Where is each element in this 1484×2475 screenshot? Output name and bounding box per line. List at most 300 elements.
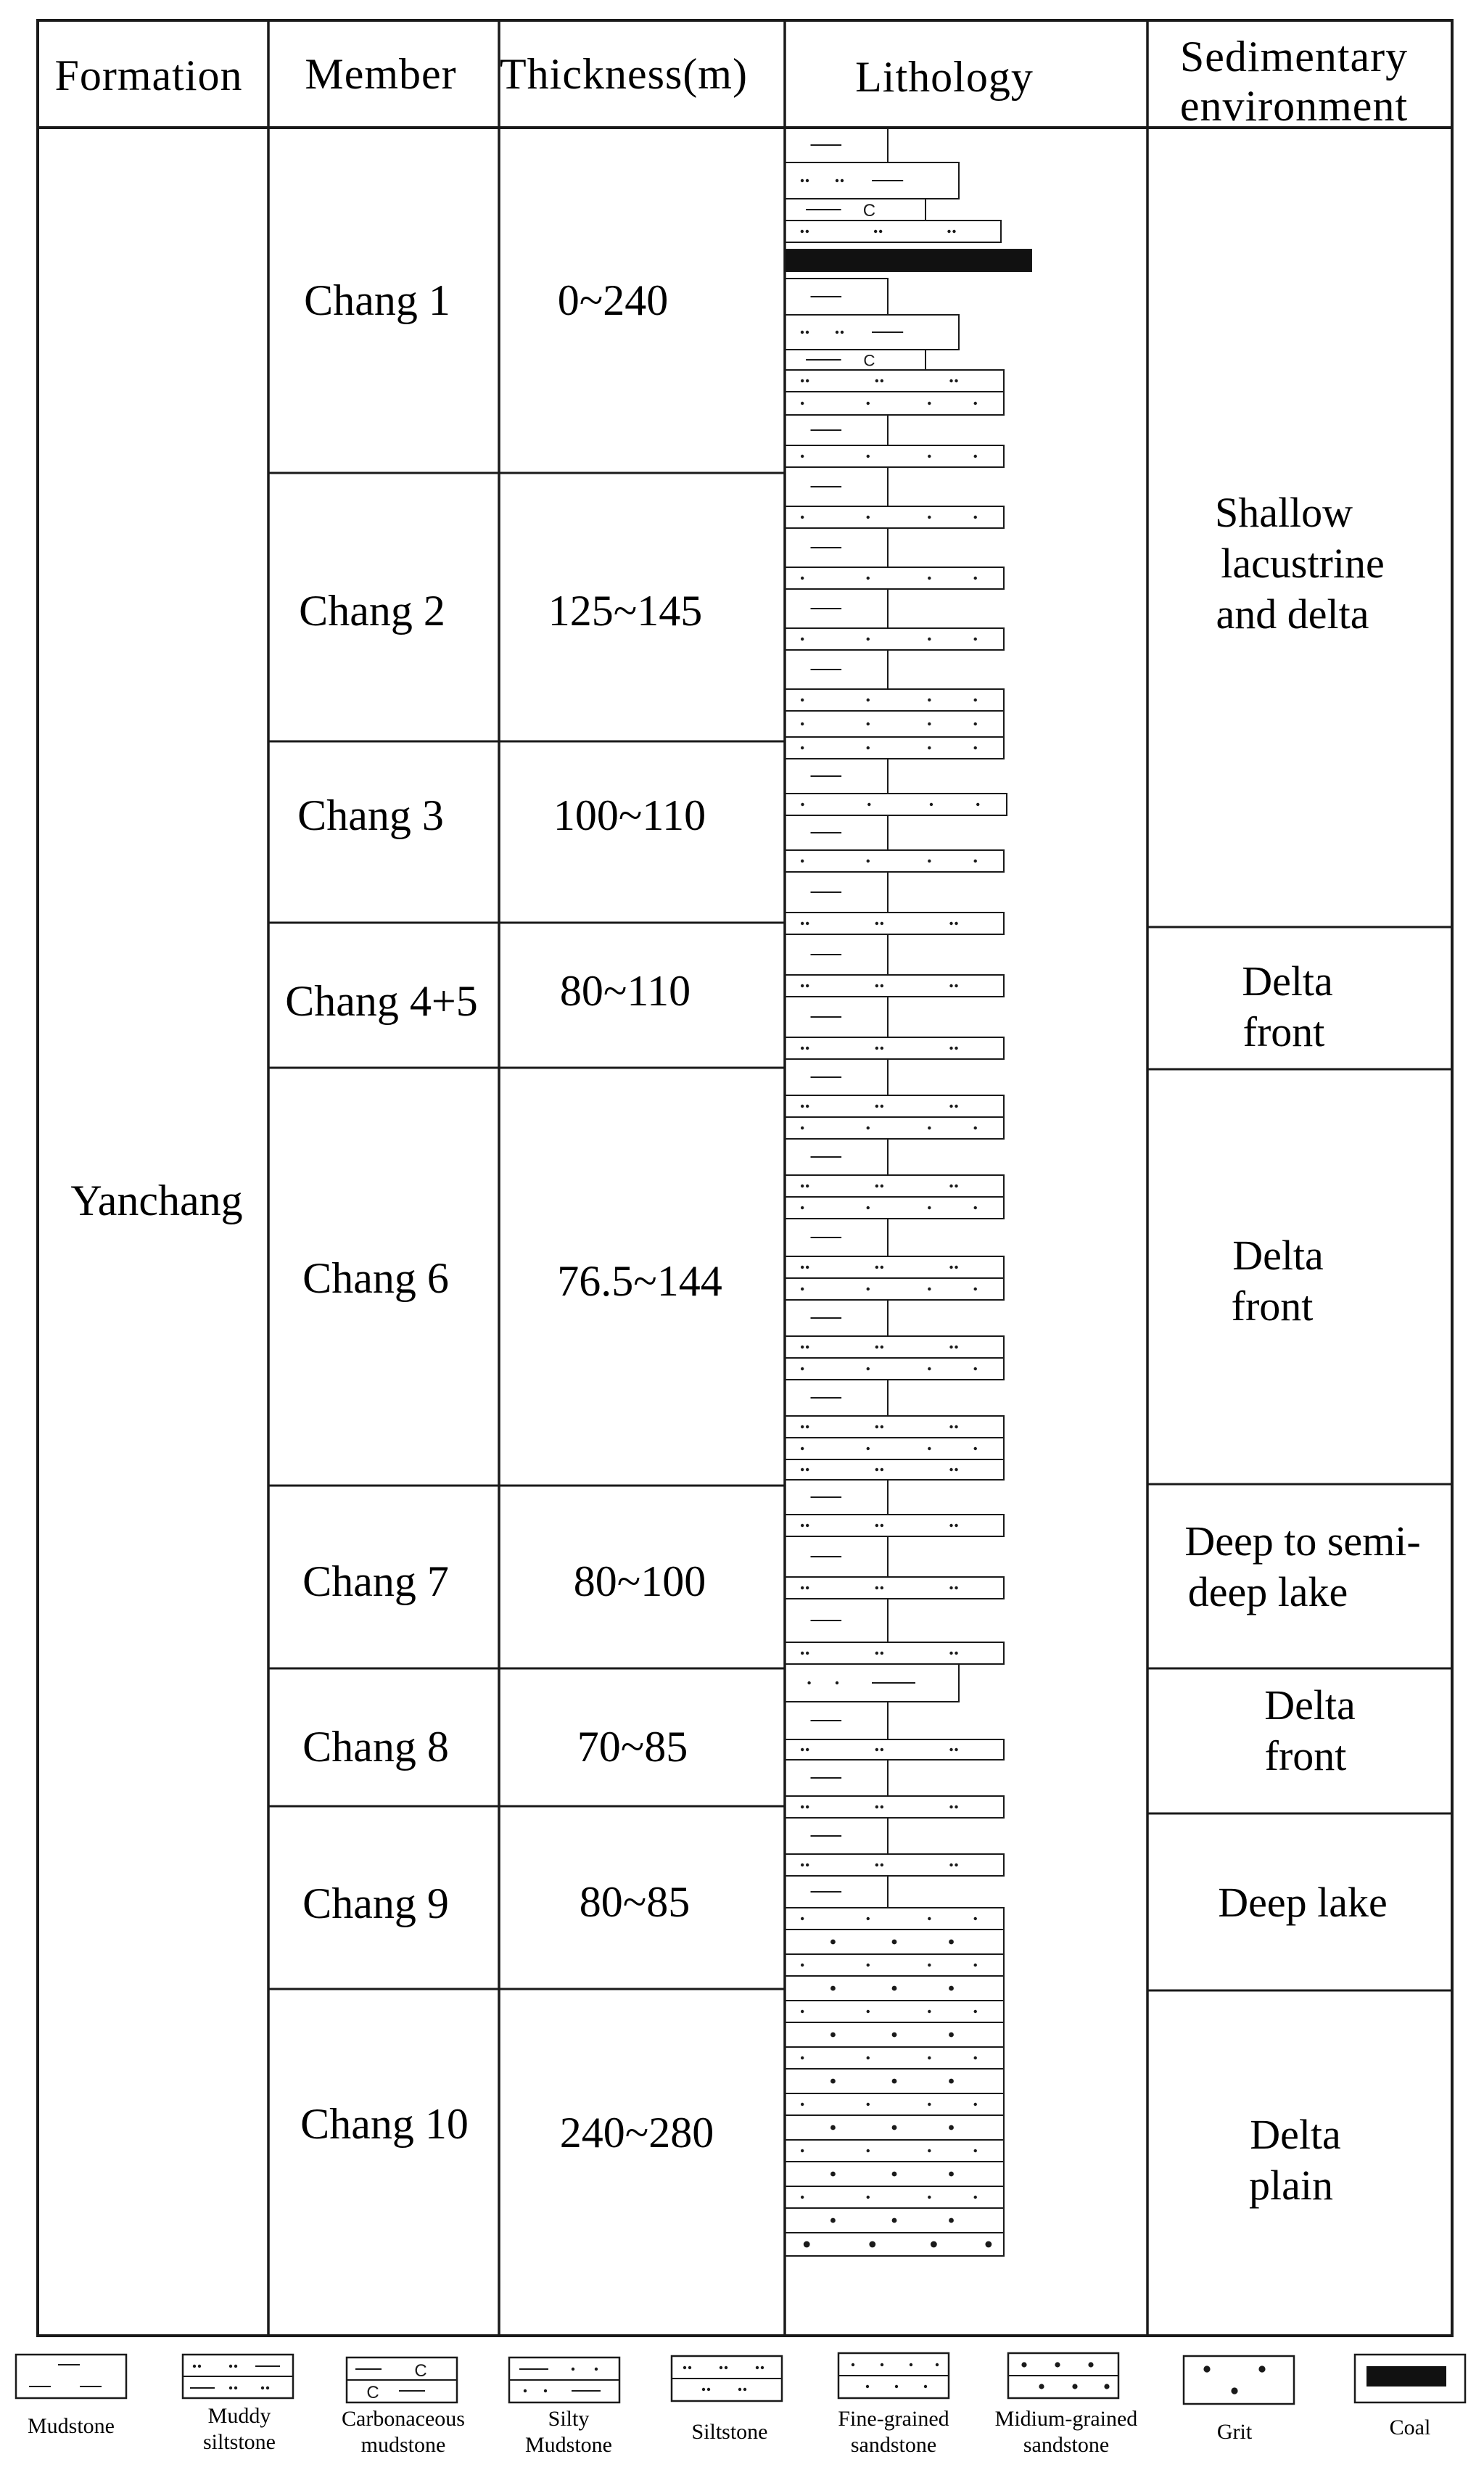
dot-mark [875,379,878,382]
lithology-bed [785,370,1004,392]
dot-mark [869,2241,875,2248]
lithology-bed [785,2162,1004,2186]
lithology-bed [785,467,888,506]
bed-outline [785,392,1004,415]
dot-mark [910,2363,912,2366]
lithology-bed [785,1930,1004,1954]
dot-mark [801,379,804,382]
dot-mark [801,1105,804,1108]
bed-outline [785,2186,1004,2208]
dot-mark [830,1940,836,1945]
dot-mark [806,1805,809,1808]
dot-mark [801,2010,804,2013]
dot-mark [881,1468,883,1471]
dot-mark [936,2363,939,2366]
dot-mark [801,1586,804,1589]
dot-mark [974,1367,977,1370]
lithology-bed [785,794,1007,815]
dot-mark [702,2388,705,2391]
dot-mark [867,1447,870,1450]
lithology-bed [785,872,888,913]
dot-mark [852,2363,854,2366]
dot-mark [949,1425,952,1428]
lithology-bed [785,711,1004,737]
dot-mark [1104,2384,1109,2389]
dot-mark [974,638,977,641]
legend-label-coal: Coal [1389,2416,1431,2439]
bed-outline [785,2140,1004,2162]
bed-outline [785,850,1004,872]
legend-swatch-silty-mudstone [509,2357,619,2402]
lithology-bed [785,737,1004,759]
dot-mark [801,1917,804,1920]
bed-outline [785,1416,1004,1438]
environment-deep-lake: Deep lake [1218,1879,1388,1926]
dot-mark [928,2103,931,2106]
bed-outline [785,628,1004,650]
lithology-bed [785,415,888,445]
dot-mark [952,230,955,233]
dot-mark [867,577,870,580]
dot-mark [1231,2387,1237,2394]
lithology-bed [785,2186,1004,2208]
dot-mark [193,2365,196,2368]
lithology-bed [785,650,888,689]
lithology-bed [785,506,1004,528]
dot-mark [881,2363,883,2366]
bed-outline [785,2047,1004,2069]
dot-mark [949,1652,952,1655]
dot-mark [974,746,977,749]
dot-mark [738,2388,741,2391]
dot-mark [836,179,838,182]
member-thickness: 80~110 [559,967,691,1015]
environment-delta-front-line1: Delta [1232,1232,1324,1279]
carbon-mark: C [366,2383,379,2402]
dot-mark [881,984,883,987]
dot-mark [875,1105,878,1108]
legend-label-muddy-siltstone-line2: siltstone [202,2430,276,2454]
dot-mark [881,1346,883,1348]
dot-mark [830,2033,836,2038]
bed-outline [785,1197,1004,1219]
dot-mark [974,577,977,580]
bed-outline [785,913,1004,934]
dot-mark [801,1185,804,1187]
environment-shallow-lacustrine-line3: and delta [1216,590,1369,638]
dot-mark [892,2079,897,2084]
lithology-bed [785,2001,1004,2022]
lithology-bed [785,1059,888,1095]
dot-mark [931,2241,937,2248]
dot-mark [806,331,809,334]
dot-mark [867,2149,870,2152]
dot-mark [949,922,952,925]
dot-mark [804,2241,810,2248]
lithology-bed [785,1095,1004,1117]
bed-outline [785,1739,1004,1760]
dot-mark [875,1468,878,1471]
bed-outline [785,1459,1004,1480]
legend-swatch-mudstone [16,2355,126,2398]
lithology-bed [785,1358,1004,1380]
dot-mark [806,922,809,925]
lithology-bed [785,2140,1004,2162]
dot-mark [867,1367,870,1370]
dot-mark [198,2365,201,2368]
member-thickness: 80~85 [579,1878,691,1926]
lithology-bed [785,221,1001,242]
dot-mark [881,1864,883,1866]
legend-label-silty-mudstone-line1: Silty [548,2407,590,2431]
dot-mark [955,922,957,925]
dot-mark [806,1185,809,1187]
dot-mark [801,699,804,701]
dot-mark [892,2125,897,2130]
dot-mark [806,984,809,987]
dot-mark [881,1105,883,1108]
dot-mark [806,1425,809,1428]
dot-mark [801,577,804,580]
dot-mark [1039,2384,1044,2389]
dot-mark [881,379,883,382]
dot-mark [867,2010,870,2013]
dot-mark [881,1805,883,1808]
dot-mark [955,1047,957,1050]
dot-mark [949,2033,954,2038]
dot-mark [801,2103,804,2106]
dot-mark [801,1805,804,1808]
lithology-bed [785,2069,1004,2093]
dot-mark [928,1206,931,1209]
dot-mark [801,746,804,749]
dot-mark [949,1266,952,1269]
dot-mark [1021,2362,1026,2367]
dot-mark [875,984,878,987]
dot-mark [801,2056,804,2059]
dot-mark [955,1748,957,1751]
bed-outline [785,1854,1004,1876]
header-environment-line1: Sedimentary [1179,33,1409,81]
legend-label-carbonaceous-line1: Carbonaceous [342,2407,465,2431]
dot-mark [955,1864,957,1866]
dot-mark [1088,2362,1093,2367]
dot-mark [928,746,931,749]
dot-mark [595,2368,598,2371]
lithology-bed [785,162,959,199]
dot-mark [875,1266,878,1269]
dot-mark [841,179,844,182]
lithology-bed [785,2208,1004,2233]
dot-mark [867,1288,870,1290]
dot-mark [928,1447,931,1450]
dot-mark [955,1185,957,1187]
bed-outline [785,1908,1004,1930]
dot-mark [801,1047,804,1050]
header-lithology: Lithology [855,53,1034,101]
legend-swatch-medium-sandstone [1008,2353,1118,2398]
legend-label-silty-mudstone-line2: Mudstone [525,2433,612,2457]
dot-mark [955,1652,957,1655]
legend-label-muddy-siltstone-line1: Muddy [207,2404,271,2428]
swatch-outline [1184,2356,1294,2404]
dot-mark [801,1447,804,1450]
dot-mark [974,402,977,405]
lithology-bed [785,528,888,567]
member-name: Chang 8 [302,1723,449,1771]
header-environment-line2: environment [1179,82,1409,130]
dot-mark [801,1652,804,1655]
dot-mark [928,577,931,580]
dot-mark [974,455,977,458]
dot-mark [867,2196,870,2199]
dot-mark [806,1586,809,1589]
dot-mark [974,2103,977,2106]
lithology-bed [785,1219,888,1256]
legend-swatch-siltstone [672,2356,782,2401]
dot-mark [866,2385,869,2388]
legend-label-fine-sandstone-line1: Fine-grained [838,2407,949,2431]
dot-mark [725,2366,727,2369]
dot-mark [1203,2365,1210,2372]
dot-mark [801,1367,804,1370]
dot-mark [229,2387,232,2389]
lithology-bed [785,1876,888,1908]
dot-mark [928,860,931,862]
dot-mark [881,922,883,925]
bed-outline [785,1954,1004,1976]
dot-mark [867,803,870,806]
dot-mark [974,1206,977,1209]
lithology-bed [785,1796,1004,1818]
legend-label-medium-sandstone-line2: sandstone [1023,2433,1110,2457]
dot-mark [974,2196,977,2199]
dot-mark [801,1127,804,1129]
dot-mark [928,722,931,725]
legend-swatch-muddy-siltstone [183,2355,293,2398]
dot-mark [974,516,977,519]
dot-mark [892,2218,897,2223]
dot-mark [949,2218,954,2223]
dot-mark [867,1127,870,1129]
dot-mark [867,516,870,519]
dot-mark [806,379,809,382]
dot-mark [974,1288,977,1290]
member-thickness: 76.5~144 [557,1257,722,1305]
bed-outline [785,2001,1004,2022]
dot-mark [806,1652,809,1655]
bed-outline [785,1336,1004,1358]
dot-mark [976,803,979,806]
lithology-bed [785,975,1004,997]
dot-mark [830,2079,836,2084]
bed-outline [785,1256,1004,1278]
dot-mark [924,2385,927,2388]
environment-shallow-lacustrine-line2: lacustrine [1221,540,1385,587]
dot-mark [949,1864,952,1866]
dot-mark [806,1105,809,1108]
dot-mark [801,638,804,641]
dot-mark [867,455,870,458]
dot-mark [743,2388,746,2391]
bed-outline [785,2233,1004,2256]
dot-mark [949,984,952,987]
dot-mark [266,2387,269,2389]
lithology-bed [785,445,1004,467]
dot-mark [875,1864,878,1866]
member-thickness: 240~280 [559,2109,714,2157]
dot-mark [949,2172,954,2177]
lithology-bed [785,1536,888,1577]
dot-mark [801,922,804,925]
lithology-bed [785,1954,1004,1976]
lithology-bed [785,315,959,350]
dot-mark [867,1206,870,1209]
bed-outline [785,711,1004,737]
dot-mark [761,2366,764,2369]
dot-mark [949,1986,954,1991]
dot-mark [801,1346,804,1348]
lithology-bed [785,997,888,1037]
dot-mark [949,2125,954,2130]
dot-mark [955,1346,957,1348]
dot-mark [801,516,804,519]
member-name: Chang 7 [302,1557,449,1605]
dot-mark [867,699,870,701]
dot-mark [234,2387,237,2389]
bed-outline [785,567,1004,589]
lithology-bed [785,1175,1004,1197]
legend-label-fine-sandstone-line2: sandstone [850,2433,937,2457]
dot-mark [974,2056,977,2059]
dot-mark [974,1447,977,1450]
dot-mark [928,2149,931,2152]
lithology-bed [785,350,926,370]
dot-mark [875,1805,878,1808]
dot-mark [806,1864,809,1866]
dot-mark [572,2368,574,2371]
coal-bed [785,250,1031,271]
dot-mark [928,455,931,458]
environment-delta-front-line2: front [1264,1732,1347,1779]
table-grid [38,20,1452,2336]
dot-mark [801,1524,804,1527]
legend-label-siltstone: Siltstone [691,2420,768,2444]
dot-mark [949,1805,952,1808]
dot-mark [875,1047,878,1050]
lithology-bed [785,1197,1004,1219]
dot-mark [974,1964,977,1967]
member-name: Chang 1 [304,276,450,324]
dot-mark [801,1748,804,1751]
lithology-bed [785,1459,1004,1480]
dot-mark [801,1266,804,1269]
dot-mark [801,1425,804,1428]
lithology-bed [785,1256,1004,1278]
lithology-bed [785,1515,1004,1536]
dot-mark [801,2196,804,2199]
carbon-mark: C [863,351,875,370]
lithology-bed [785,1908,1004,1930]
dot-mark [867,2056,870,2059]
dot-mark [807,1681,810,1684]
lithology-bed [785,1760,888,1796]
dot-mark [955,379,957,382]
dot-mark [881,1748,883,1751]
environment-delta-front-line2: front [1242,1008,1325,1055]
lithology-bed [785,689,1004,711]
environment-delta-plain-line1: Delta [1250,2111,1341,2158]
lithology-bed [785,759,888,794]
environment-delta-front-line1: Delta [1242,958,1333,1005]
lithology-bed [785,913,1004,934]
lithology-bed [785,628,1004,650]
bed-outline [785,1037,1004,1059]
lithology-bed [785,2093,1004,2115]
coal-fill [1366,2366,1446,2387]
dot-mark [955,1586,957,1589]
dot-mark [688,2366,691,2369]
dot-mark [801,331,804,334]
bed-outline [785,506,1004,528]
member-name: Chang 6 [302,1254,449,1302]
dot-mark [1055,2362,1060,2367]
lithology-bed [785,1702,888,1739]
dot-mark [801,803,804,806]
dot-mark [881,1047,883,1050]
dot-mark [524,2389,527,2392]
legend-label-medium-sandstone-line1: Midium-grained [994,2407,1138,2431]
dot-mark [801,1864,804,1866]
dot-mark [928,516,931,519]
member-thickness: 70~85 [577,1723,688,1771]
dot-mark [949,1047,952,1050]
dot-mark [801,179,804,182]
dot-mark [830,2218,836,2223]
dot-mark [720,2366,722,2369]
dot-mark [881,1266,883,1269]
dot-mark [892,2033,897,2038]
dot-mark [928,2010,931,2013]
lithology-bed [785,2047,1004,2069]
dot-mark [841,331,844,334]
lithology-bed [785,1577,1004,1599]
header-member: Member [305,50,457,98]
dot-mark [234,2365,237,2368]
dot-mark [974,860,977,862]
bed-outline [785,1095,1004,1117]
lithology-bed [785,1037,1004,1059]
dot-mark [875,1185,878,1187]
bed-outline [785,1642,1004,1664]
dot-mark [806,1266,809,1269]
dot-mark [881,1524,883,1527]
dot-mark [801,230,804,233]
lithology-bed [785,1818,888,1854]
dot-mark [949,1346,952,1348]
bed-outline [785,1358,1004,1380]
lithology-bed [785,128,888,162]
bed-outline [785,1175,1004,1197]
dot-mark [955,1105,957,1108]
dot-mark [949,379,952,382]
lithology-bed [785,1336,1004,1358]
dot-mark [875,1748,878,1751]
bed-outline [785,1278,1004,1300]
dot-mark [928,699,931,701]
dot-mark [867,2103,870,2106]
environment-delta-plain-line2: plain [1249,2162,1333,2209]
